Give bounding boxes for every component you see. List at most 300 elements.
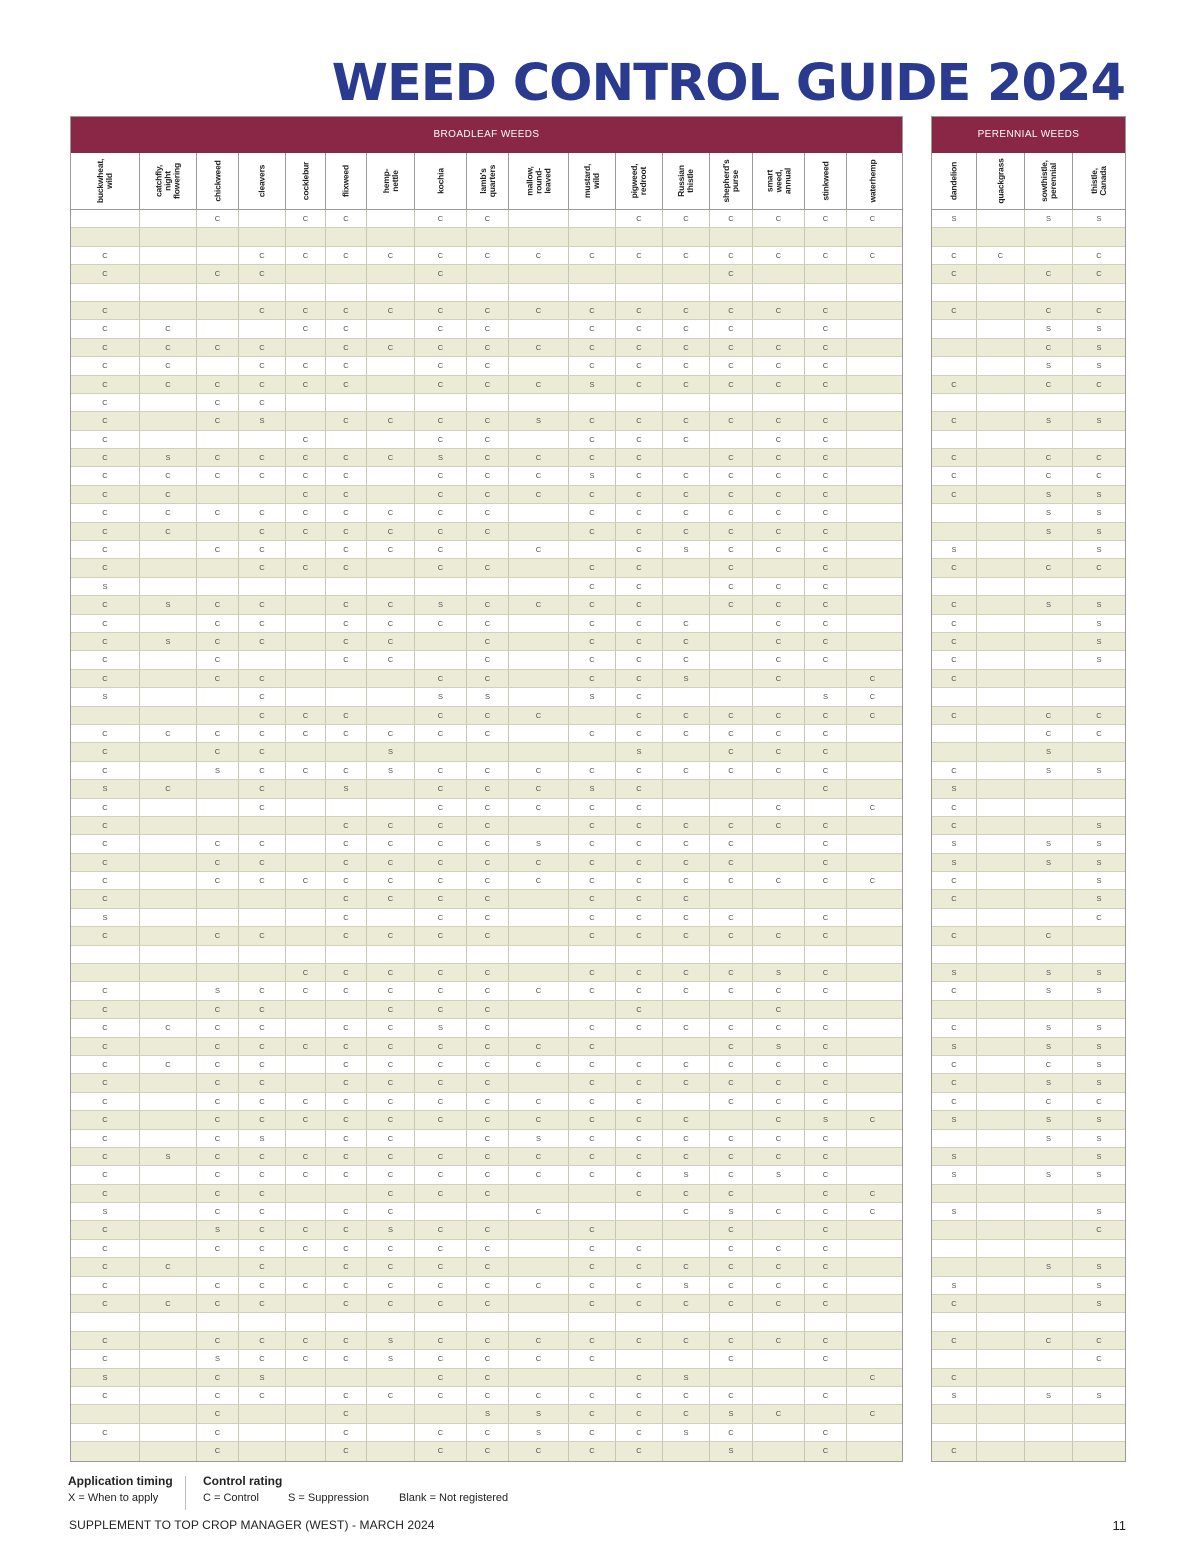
perennial-rating-cell: C bbox=[932, 872, 977, 889]
broadleaf-rating-cell: C bbox=[239, 1240, 286, 1257]
broadleaf-rating-cell: C bbox=[616, 559, 663, 576]
broadleaf-rating-cell bbox=[239, 817, 286, 834]
perennial-rating-cell bbox=[977, 431, 1025, 448]
broadleaf-rating-cell: S bbox=[367, 762, 415, 779]
broadleaf-rating-cell: C bbox=[509, 1148, 569, 1165]
perennial-rating-cell: S bbox=[932, 780, 977, 797]
broadleaf-rating-cell: C bbox=[753, 1148, 805, 1165]
broadleaf-rating-cell bbox=[847, 559, 898, 576]
broadleaf-rating-cell bbox=[367, 320, 415, 337]
perennial-rating-cell bbox=[932, 688, 977, 705]
broadleaf-rating-cell bbox=[140, 1240, 197, 1257]
broadleaf-rating-cell: C bbox=[326, 504, 367, 521]
table-row bbox=[71, 707, 902, 725]
broadleaf-rating-cell: C bbox=[805, 486, 847, 503]
broadleaf-rating-cell bbox=[663, 559, 710, 576]
broadleaf-rating-cell bbox=[847, 615, 898, 632]
broadleaf-rating-cell: C bbox=[710, 1387, 753, 1404]
broadleaf-rating-cell: C bbox=[71, 670, 140, 687]
broadleaf-rating-cell: C bbox=[71, 541, 140, 558]
perennial-rating-cell bbox=[977, 817, 1025, 834]
table-row bbox=[71, 982, 902, 1000]
broadleaf-rating-cell: C bbox=[805, 578, 847, 595]
broadleaf-rating-cell: C bbox=[509, 780, 569, 797]
broadleaf-rating-cell: C bbox=[805, 541, 847, 558]
broadleaf-rating-cell: C bbox=[71, 1001, 140, 1018]
broadleaf-rating-cell: C bbox=[239, 596, 286, 613]
table-row bbox=[932, 651, 1125, 669]
broadleaf-column-header bbox=[753, 153, 805, 209]
broadleaf-rating-cell: C bbox=[71, 265, 140, 282]
perennial-rating-cell bbox=[977, 651, 1025, 668]
broadleaf-rating-cell: C bbox=[71, 449, 140, 466]
broadleaf-rating-cell: C bbox=[326, 872, 367, 889]
broadleaf-rating-cell: S bbox=[415, 596, 467, 613]
table-row bbox=[932, 376, 1125, 394]
broadleaf-rating-cell: C bbox=[415, 1093, 467, 1110]
broadleaf-rating-cell: C bbox=[197, 1240, 239, 1257]
broadleaf-rating-cell: C bbox=[467, 651, 509, 668]
broadleaf-rating-cell: C bbox=[663, 707, 710, 724]
broadleaf-rating-cell bbox=[509, 1258, 569, 1275]
broadleaf-rating-cell: C bbox=[663, 927, 710, 944]
broadleaf-rating-cell: C bbox=[467, 1130, 509, 1147]
broadleaf-rating-cell bbox=[509, 394, 569, 411]
broadleaf-column-label: smart weed, annual bbox=[764, 167, 792, 195]
broadleaf-rating-cell bbox=[805, 265, 847, 282]
broadleaf-rating-cell: C bbox=[467, 1295, 509, 1312]
broadleaf-rating-cell: C bbox=[415, 982, 467, 999]
broadleaf-rating-cell: C bbox=[467, 1019, 509, 1036]
broadleaf-rating-cell bbox=[326, 284, 367, 301]
broadleaf-rating-cell bbox=[710, 651, 753, 668]
broadleaf-rating-cell: C bbox=[753, 743, 805, 760]
broadleaf-rating-cell: C bbox=[415, 1387, 467, 1404]
broadleaf-rating-cell: C bbox=[467, 1001, 509, 1018]
perennial-rating-cell bbox=[977, 412, 1025, 429]
table-row bbox=[71, 431, 902, 449]
broadleaf-rating-cell bbox=[569, 1203, 616, 1220]
table-row bbox=[932, 504, 1125, 522]
perennial-rating-cell: C bbox=[932, 1019, 977, 1036]
broadleaf-rating-cell bbox=[326, 1185, 367, 1202]
broadleaf-rating-cell bbox=[616, 1350, 663, 1367]
broadleaf-rating-cell: C bbox=[415, 1001, 467, 1018]
table-row bbox=[71, 541, 902, 559]
broadleaf-rating-cell: C bbox=[71, 1277, 140, 1294]
broadleaf-rating-cell: C bbox=[509, 376, 569, 393]
broadleaf-rating-cell: S bbox=[197, 762, 239, 779]
table-row bbox=[71, 247, 902, 265]
broadleaf-rating-cell: C bbox=[197, 1387, 239, 1404]
perennial-rating-cell: S bbox=[932, 1148, 977, 1165]
table-row bbox=[932, 890, 1125, 908]
broadleaf-rating-cell: C bbox=[616, 320, 663, 337]
broadleaf-rating-cell: C bbox=[710, 247, 753, 264]
broadleaf-rating-cell bbox=[847, 1313, 898, 1330]
broadleaf-rating-cell: C bbox=[326, 1203, 367, 1220]
broadleaf-rating-cell: C bbox=[71, 615, 140, 632]
broadleaf-rating-cell: C bbox=[569, 1240, 616, 1257]
broadleaf-rating-cell: S bbox=[805, 1111, 847, 1128]
broadleaf-rating-cell: C bbox=[140, 357, 197, 374]
broadleaf-rating-cell bbox=[140, 1387, 197, 1404]
perennial-rating-cell bbox=[1025, 890, 1073, 907]
broadleaf-rating-cell: C bbox=[805, 964, 847, 981]
broadleaf-rating-cell: C bbox=[805, 707, 847, 724]
broadleaf-rating-cell: C bbox=[467, 1442, 509, 1460]
broadleaf-rating-cell bbox=[509, 651, 569, 668]
broadleaf-rating-cell: C bbox=[569, 1221, 616, 1238]
broadleaf-rating-cell: S bbox=[710, 1203, 753, 1220]
perennial-column-label: dandelion bbox=[948, 161, 959, 201]
broadleaf-rating-cell: C bbox=[239, 247, 286, 264]
broadleaf-rating-cell: C bbox=[753, 1019, 805, 1036]
perennial-rating-cell bbox=[977, 1001, 1025, 1018]
broadleaf-rating-cell bbox=[847, 1038, 898, 1055]
broadleaf-rating-cell bbox=[140, 394, 197, 411]
perennial-rating-cell bbox=[1025, 1405, 1073, 1422]
perennial-rating-cell: S bbox=[932, 1387, 977, 1404]
perennial-rating-cell bbox=[977, 265, 1025, 282]
perennial-rating-cell bbox=[1073, 1313, 1125, 1330]
broadleaf-rating-cell bbox=[326, 1313, 367, 1330]
broadleaf-rating-cell bbox=[140, 1424, 197, 1441]
broadleaf-rating-cell: C bbox=[805, 1295, 847, 1312]
table-row bbox=[71, 1056, 902, 1074]
perennial-rating-cell bbox=[977, 1185, 1025, 1202]
broadleaf-rating-cell: C bbox=[415, 670, 467, 687]
perennial-rating-cell bbox=[977, 1240, 1025, 1257]
perennial-rating-cell: S bbox=[1025, 1130, 1073, 1147]
broadleaf-rating-cell: C bbox=[753, 670, 805, 687]
broadleaf-rating-cell: C bbox=[71, 1130, 140, 1147]
perennial-rating-cell: C bbox=[932, 817, 977, 834]
broadleaf-rating-cell bbox=[467, 743, 509, 760]
broadleaf-rating-cell: C bbox=[286, 210, 326, 227]
broadleaf-rating-cell: C bbox=[805, 854, 847, 871]
broadleaf-rating-cell: C bbox=[805, 467, 847, 484]
broadleaf-rating-cell bbox=[140, 615, 197, 632]
broadleaf-rating-cell: C bbox=[239, 1277, 286, 1294]
broadleaf-rating-cell: C bbox=[616, 210, 663, 227]
broadleaf-rating-cell: C bbox=[467, 1111, 509, 1128]
broadleaf-rating-cell bbox=[140, 707, 197, 724]
broadleaf-rating-cell bbox=[710, 799, 753, 816]
perennial-rating-cell bbox=[932, 1221, 977, 1238]
perennial-rating-cell bbox=[1025, 431, 1073, 448]
broadleaf-rating-cell: C bbox=[805, 615, 847, 632]
broadleaf-column-label: hemp- nettle bbox=[380, 168, 400, 194]
table-row bbox=[932, 725, 1125, 743]
broadleaf-rating-cell: C bbox=[71, 1387, 140, 1404]
broadleaf-rating-cell: C bbox=[569, 1038, 616, 1055]
broadleaf-rating-cell bbox=[847, 1001, 898, 1018]
broadleaf-rating-cell bbox=[239, 210, 286, 227]
perennial-rating-cell bbox=[1073, 394, 1125, 411]
perennial-rating-cell bbox=[932, 909, 977, 926]
broadleaf-rating-cell bbox=[367, 688, 415, 705]
perennial-rating-cell: S bbox=[1096, 618, 1102, 628]
broadleaf-rating-cell: C bbox=[239, 523, 286, 540]
perennial-rating-cell: C bbox=[932, 412, 977, 429]
broadleaf-rating-cell: C bbox=[326, 1277, 367, 1294]
broadleaf-rating-cell bbox=[197, 909, 239, 926]
broadleaf-rating-cell: C bbox=[239, 743, 286, 760]
broadleaf-rating-cell bbox=[286, 1405, 326, 1422]
broadleaf-rating-cell: C bbox=[616, 596, 663, 613]
perennial-rating-cell: S bbox=[932, 1111, 977, 1128]
broadleaf-rating-cell bbox=[847, 762, 898, 779]
broadleaf-rating-cell bbox=[847, 651, 898, 668]
broadleaf-rating-cell bbox=[367, 1369, 415, 1386]
perennial-rating-cell bbox=[932, 1240, 977, 1257]
broadleaf-rating-cell bbox=[847, 523, 898, 540]
broadleaf-rating-cell: C bbox=[753, 1001, 805, 1018]
broadleaf-rating-cell: C bbox=[197, 651, 239, 668]
perennial-rating-cell: C bbox=[932, 1056, 977, 1073]
table-row bbox=[932, 1038, 1125, 1056]
perennial-rating-cell: C bbox=[932, 670, 977, 687]
broadleaf-rating-cell: C bbox=[239, 1074, 286, 1091]
table-row bbox=[932, 1405, 1125, 1423]
table-row bbox=[71, 780, 902, 798]
broadleaf-rating-cell: C bbox=[140, 467, 197, 484]
broadleaf-column-label: cocklebur bbox=[300, 161, 310, 201]
table-row bbox=[932, 1056, 1125, 1074]
broadleaf-column-header bbox=[71, 153, 140, 209]
broadleaf-rating-cell: C bbox=[326, 1221, 367, 1238]
broadleaf-rating-cell: C bbox=[326, 817, 367, 834]
perennial-rating-cell bbox=[1073, 799, 1125, 816]
broadleaf-rating-cell bbox=[847, 1350, 898, 1367]
broadleaf-rating-cell: C bbox=[415, 210, 467, 227]
broadleaf-rating-cell: C bbox=[467, 1185, 509, 1202]
broadleaf-column-header bbox=[616, 153, 663, 209]
broadleaf-rating-cell: C bbox=[710, 449, 753, 466]
broadleaf-rating-cell bbox=[140, 670, 197, 687]
broadleaf-rating-cell: C bbox=[71, 1019, 140, 1036]
broadleaf-rating-cell: C bbox=[569, 927, 616, 944]
table-row bbox=[71, 1405, 902, 1423]
broadleaf-rating-cell bbox=[326, 1369, 367, 1386]
perennial-rating-cell: C bbox=[1025, 707, 1073, 724]
broadleaf-rating-cell bbox=[140, 284, 197, 301]
perennial-rating-cell: S bbox=[932, 1277, 977, 1294]
table-row bbox=[932, 1203, 1125, 1221]
perennial-rating-cell bbox=[932, 320, 977, 337]
perennial-rating-cell bbox=[977, 1277, 1025, 1294]
broadleaf-rating-cell: C bbox=[805, 1258, 847, 1275]
perennial-rating-cell bbox=[1073, 1405, 1125, 1422]
broadleaf-rating-cell: C bbox=[616, 707, 663, 724]
broadleaf-rating-cell bbox=[367, 228, 415, 245]
broadleaf-rating-cell: C bbox=[509, 541, 569, 558]
broadleaf-rating-cell bbox=[140, 1111, 197, 1128]
perennial-rating-cell: S bbox=[1096, 857, 1102, 867]
broadleaf-rating-cell: C bbox=[467, 1038, 509, 1055]
broadleaf-rating-cell: C bbox=[415, 523, 467, 540]
broadleaf-rating-cell bbox=[197, 302, 239, 319]
broadleaf-rating-cell bbox=[197, 228, 239, 245]
perennial-rating-cell: S bbox=[932, 854, 977, 871]
broadleaf-rating-cell: S bbox=[367, 743, 415, 760]
broadleaf-rating-cell bbox=[663, 394, 710, 411]
broadleaf-rating-cell: C bbox=[71, 725, 140, 742]
broadleaf-rating-cell: C bbox=[71, 1074, 140, 1091]
perennial-rating-cell: S bbox=[1025, 486, 1073, 503]
broadleaf-rating-cell: C bbox=[509, 1442, 569, 1460]
broadleaf-rating-cell: C bbox=[710, 1148, 753, 1165]
perennial-rating-cell: C bbox=[1025, 1056, 1073, 1073]
broadleaf-rating-cell: C bbox=[197, 1111, 239, 1128]
perennial-rating-cell: S bbox=[1025, 504, 1073, 521]
perennial-rating-cell bbox=[977, 284, 1025, 301]
broadleaf-rating-cell: C bbox=[326, 1111, 367, 1128]
broadleaf-rating-cell: C bbox=[710, 467, 753, 484]
broadleaf-rating-cell: C bbox=[326, 633, 367, 650]
broadleaf-rating-cell bbox=[847, 541, 898, 558]
broadleaf-rating-cell: C bbox=[569, 615, 616, 632]
broadleaf-rating-cell: C bbox=[805, 651, 847, 668]
broadleaf-rating-cell: C bbox=[616, 890, 663, 907]
broadleaf-rating-cell bbox=[753, 394, 805, 411]
broadleaf-rating-cell: C bbox=[616, 486, 663, 503]
broadleaf-rating-cell: C bbox=[71, 431, 140, 448]
perennial-rating-cell bbox=[1073, 1001, 1125, 1018]
broadleaf-rating-cell bbox=[367, 1442, 415, 1460]
broadleaf-rating-cell: C bbox=[415, 817, 467, 834]
table-row bbox=[71, 1074, 902, 1092]
table-row bbox=[71, 1111, 902, 1129]
perennial-rating-cell: C bbox=[1096, 1096, 1102, 1106]
broadleaf-rating-cell: C bbox=[569, 486, 616, 503]
broadleaf-rating-cell: C bbox=[805, 357, 847, 374]
broadleaf-rating-cell: C bbox=[140, 376, 197, 393]
broadleaf-rating-cell: C bbox=[569, 725, 616, 742]
perennial-rating-cell: S bbox=[1096, 1207, 1102, 1217]
perennial-rating-cell bbox=[977, 1111, 1025, 1128]
perennial-rating-cell bbox=[977, 964, 1025, 981]
broadleaf-rating-cell bbox=[286, 633, 326, 650]
broadleaf-rating-cell: C bbox=[326, 541, 367, 558]
perennial-rating-cell bbox=[1073, 1424, 1125, 1441]
perennial-rating-cell bbox=[977, 302, 1025, 319]
broadleaf-rating-cell bbox=[286, 228, 326, 245]
broadleaf-rating-cell: S bbox=[805, 688, 847, 705]
perennial-rating-cell bbox=[1073, 1369, 1125, 1386]
perennial-rating-cell bbox=[1073, 228, 1125, 245]
broadleaf-rating-cell: C bbox=[239, 504, 286, 521]
broadleaf-rating-cell: C bbox=[663, 817, 710, 834]
table-row bbox=[71, 1130, 902, 1148]
perennial-rating-cell: C bbox=[1025, 725, 1073, 742]
broadleaf-rating-cell: S bbox=[71, 1369, 140, 1386]
broadleaf-rating-cell: C bbox=[467, 927, 509, 944]
broadleaf-rating-cell: C bbox=[663, 247, 710, 264]
broadleaf-rating-cell: C bbox=[467, 1350, 509, 1367]
broadleaf-rating-cell: C bbox=[805, 247, 847, 264]
broadleaf-rating-cell: C bbox=[286, 1166, 326, 1183]
perennial-rating-cell bbox=[1073, 1240, 1125, 1257]
perennial-rating-cell: S bbox=[1096, 968, 1102, 978]
broadleaf-rating-cell: C bbox=[197, 1369, 239, 1386]
broadleaf-rating-cell: S bbox=[71, 578, 140, 595]
perennial-rating-cell: S bbox=[1025, 982, 1073, 999]
broadleaf-rating-cell bbox=[616, 284, 663, 301]
broadleaf-rating-cell: C bbox=[326, 927, 367, 944]
table-row bbox=[932, 927, 1125, 945]
table-row bbox=[71, 1387, 902, 1405]
broadleaf-rating-cell: C bbox=[805, 1148, 847, 1165]
broadleaf-rating-cell: C bbox=[415, 559, 467, 576]
broadleaf-rating-cell: C bbox=[415, 1111, 467, 1128]
broadleaf-rating-cell: C bbox=[467, 964, 509, 981]
broadleaf-rating-cell: C bbox=[509, 1038, 569, 1055]
broadleaf-rating-cell: C bbox=[753, 1203, 805, 1220]
broadleaf-column-header bbox=[326, 153, 367, 209]
broadleaf-rating-cell: S bbox=[326, 780, 367, 797]
broadleaf-rating-cell: C bbox=[569, 1332, 616, 1349]
perennial-rating-cell: C bbox=[932, 247, 977, 264]
broadleaf-column-header bbox=[415, 153, 467, 209]
broadleaf-rating-cell: C bbox=[616, 1185, 663, 1202]
table-row bbox=[71, 596, 902, 614]
broadleaf-rating-cell: C bbox=[710, 964, 753, 981]
perennial-rating-cell: S bbox=[1025, 1111, 1073, 1128]
broadleaf-rating-cell bbox=[616, 1313, 663, 1330]
broadleaf-rating-cell: C bbox=[663, 1258, 710, 1275]
broadleaf-rating-cell: C bbox=[710, 909, 753, 926]
broadleaf-rating-cell bbox=[286, 1185, 326, 1202]
broadleaf-rating-cell: C bbox=[805, 1387, 847, 1404]
broadleaf-rating-cell: C bbox=[415, 1332, 467, 1349]
table-row bbox=[71, 633, 902, 651]
broadleaf-rating-cell bbox=[616, 1221, 663, 1238]
broadleaf-rating-cell: C bbox=[197, 1019, 239, 1036]
perennial-rating-cell bbox=[977, 1369, 1025, 1386]
broadleaf-rating-cell: C bbox=[509, 982, 569, 999]
perennial-rating-cell bbox=[1073, 670, 1125, 687]
perennial-rating-cell: C bbox=[1096, 1335, 1102, 1345]
broadleaf-rating-cell: C bbox=[616, 615, 663, 632]
broadleaf-rating-cell bbox=[415, 284, 467, 301]
broadleaf-rating-cell: C bbox=[616, 1111, 663, 1128]
broadleaf-rating-cell bbox=[805, 799, 847, 816]
broadleaf-rating-cell: C bbox=[467, 376, 509, 393]
broadleaf-rating-cell: C bbox=[326, 247, 367, 264]
broadleaf-rating-cell: C bbox=[710, 578, 753, 595]
broadleaf-rating-cell: C bbox=[286, 320, 326, 337]
perennial-rating-cell bbox=[932, 284, 977, 301]
broadleaf-rating-cell: C bbox=[239, 339, 286, 356]
perennial-rating-cell: C bbox=[1096, 563, 1102, 573]
broadleaf-rating-cell: C bbox=[197, 1074, 239, 1091]
perennial-rating-cell bbox=[932, 357, 977, 374]
perennial-rating-cell bbox=[1025, 1350, 1073, 1367]
broadleaf-rating-cell: C bbox=[509, 486, 569, 503]
perennial-rating-cell bbox=[977, 707, 1025, 724]
broadleaf-rating-cell bbox=[847, 320, 898, 337]
broadleaf-rating-cell: C bbox=[710, 835, 753, 852]
broadleaf-rating-cell bbox=[286, 1258, 326, 1275]
broadleaf-rating-cell bbox=[197, 284, 239, 301]
broadleaf-column-label: Russian thistle bbox=[676, 165, 695, 197]
broadleaf-rating-cell: C bbox=[710, 1074, 753, 1091]
perennial-rating-cell bbox=[977, 1258, 1025, 1275]
broadleaf-rating-cell bbox=[71, 946, 140, 963]
broadleaf-rating-cell bbox=[326, 228, 367, 245]
